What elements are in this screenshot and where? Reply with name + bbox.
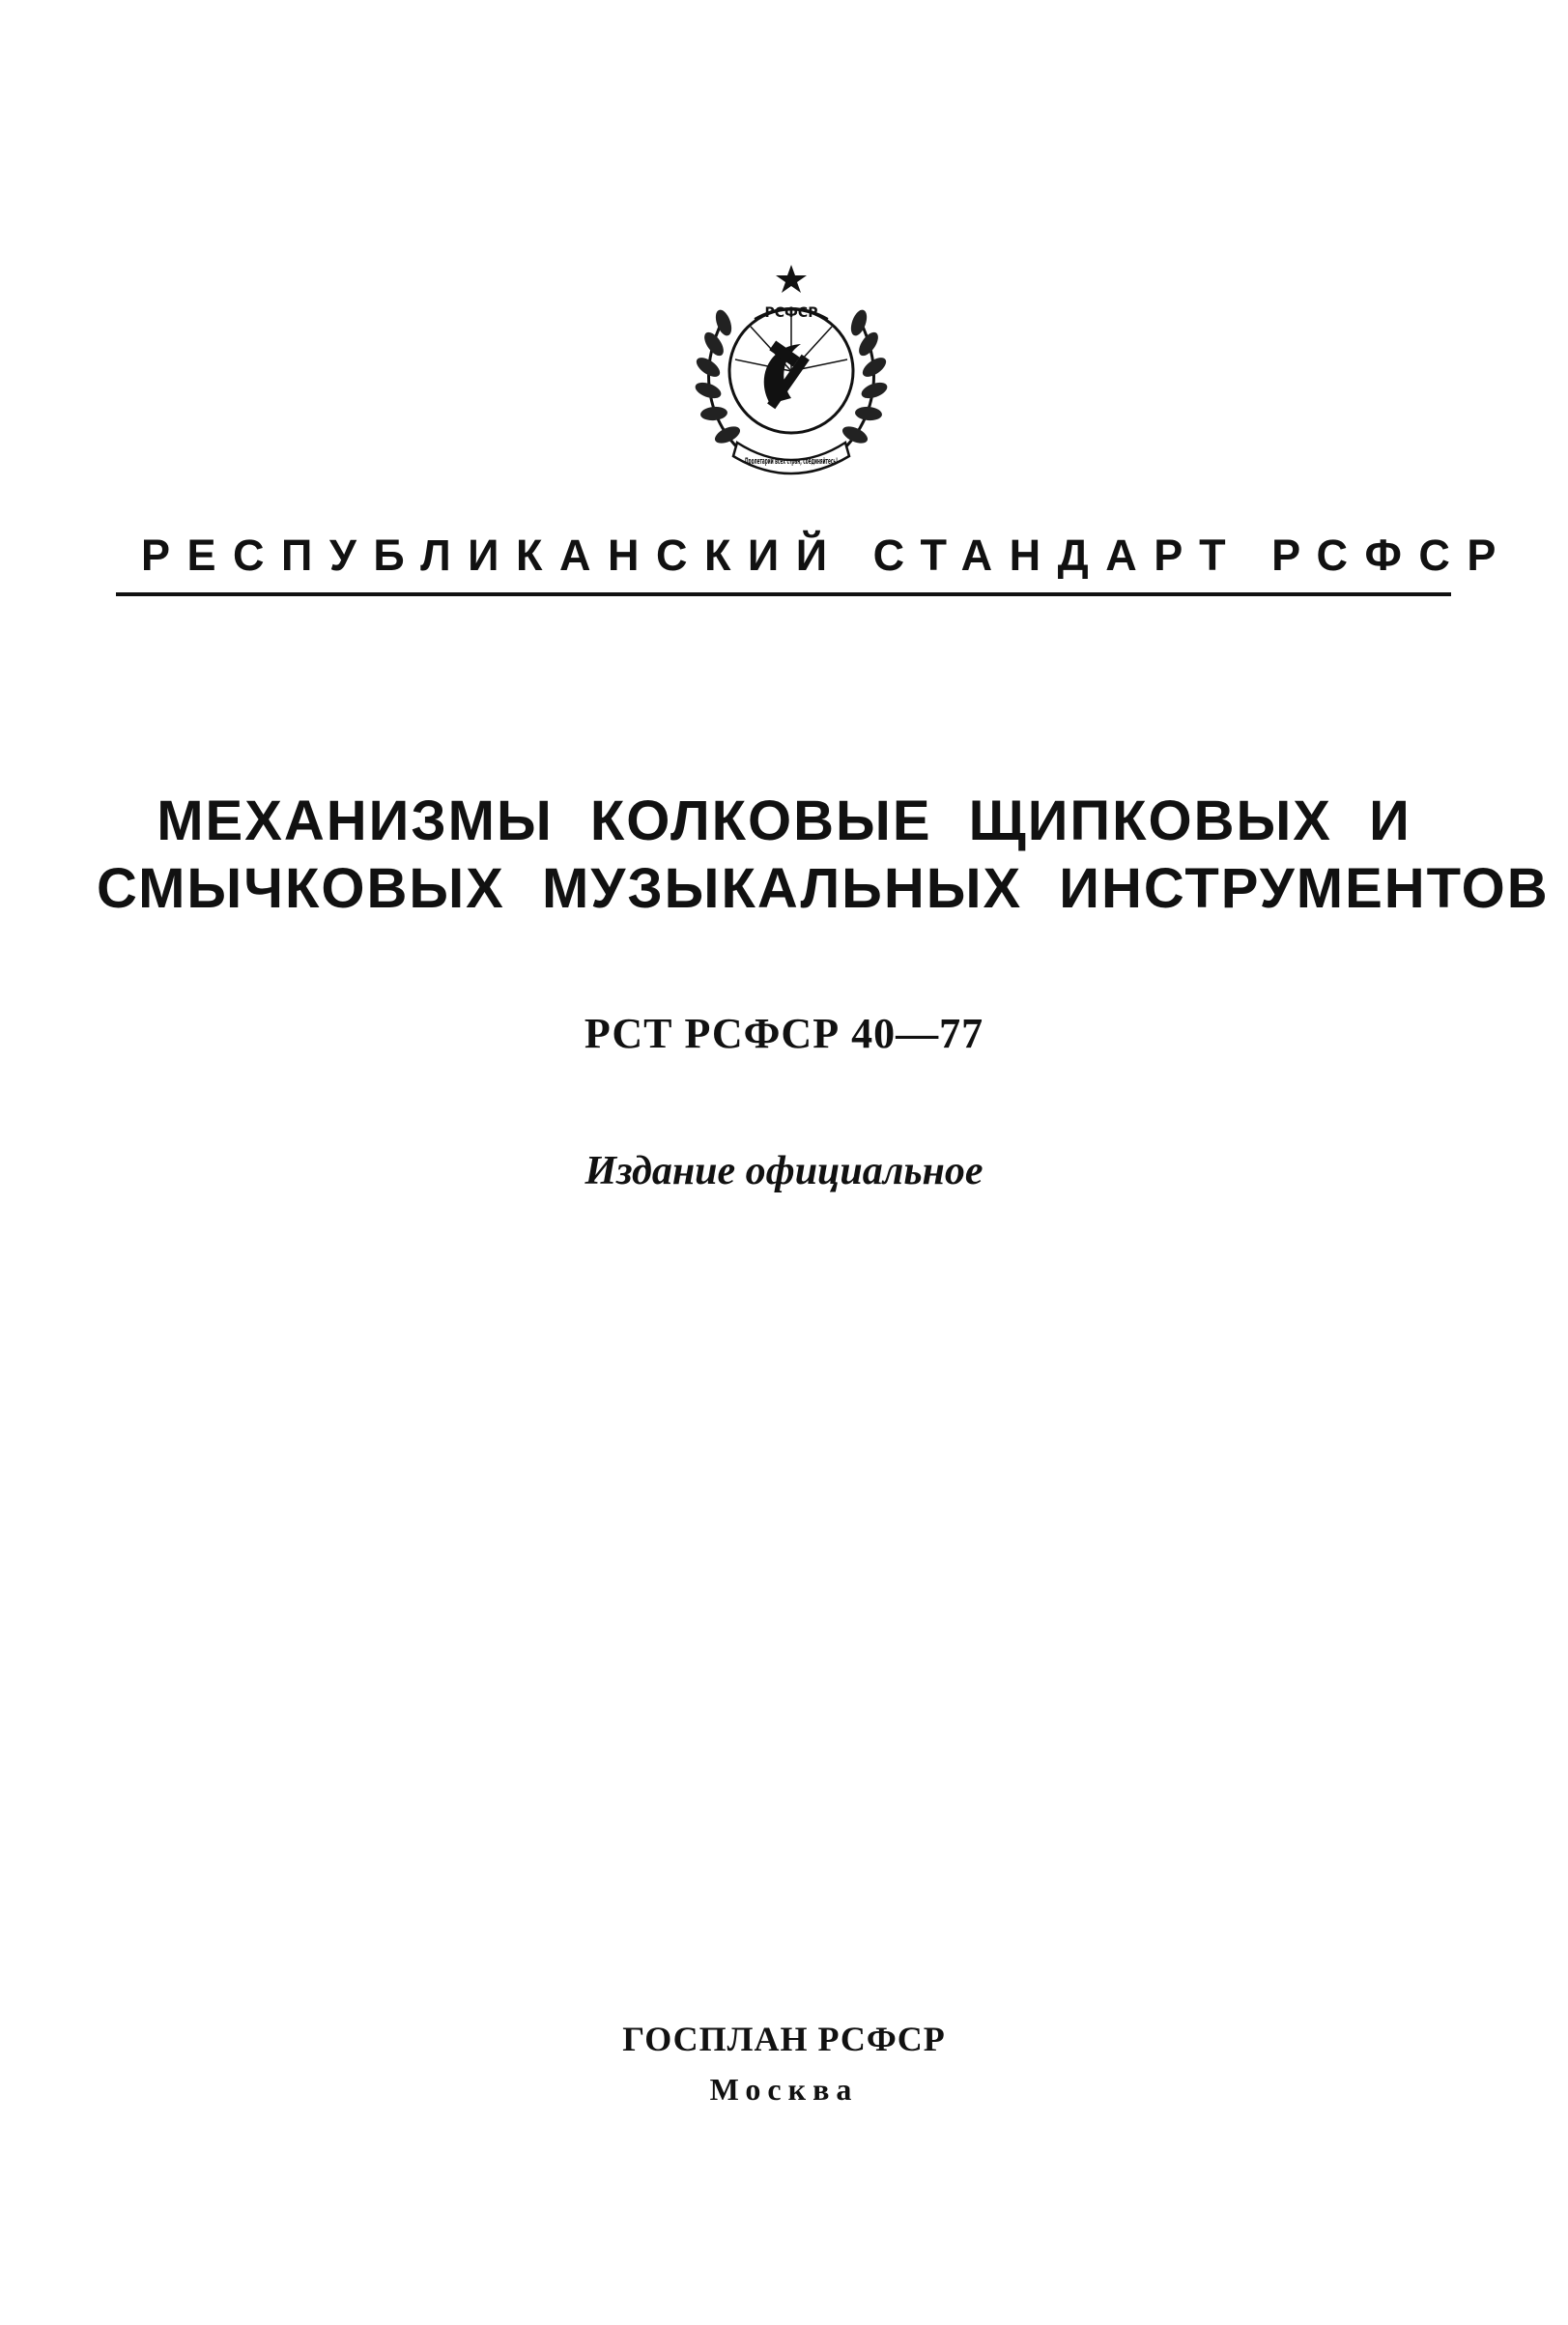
publisher: ГОСПЛАН РСФСР	[622, 2020, 946, 2058]
title-line-1: МЕХАНИЗМЫ КОЛКОВЫЕ ЩИПКОВЫХ И	[157, 789, 1411, 852]
standard-type-header: РЕСПУБЛИКАНСКИЙ СТАНДАРТ РСФСР	[141, 531, 1513, 580]
emblem-ribbon-text: Пролетарии всех стран, соединяйтесь!	[745, 457, 838, 467]
document-title	[97, 788, 1550, 923]
standard-designation: РСТ РСФСР 40—77	[584, 1010, 984, 1057]
header-divider	[116, 592, 1451, 596]
edition-note: Издание официальное	[584, 1149, 984, 1193]
emblem-shield-text: РСФСР	[764, 305, 818, 321]
title-line-2: СМЫЧКОВЫХ МУЗЫКАЛЬНЫХ ИНСТРУМЕНТОВ	[97, 857, 1550, 920]
rsfsr-coat-of-arms-icon	[677, 263, 905, 485]
publication-city: Москва	[709, 2072, 859, 2107]
